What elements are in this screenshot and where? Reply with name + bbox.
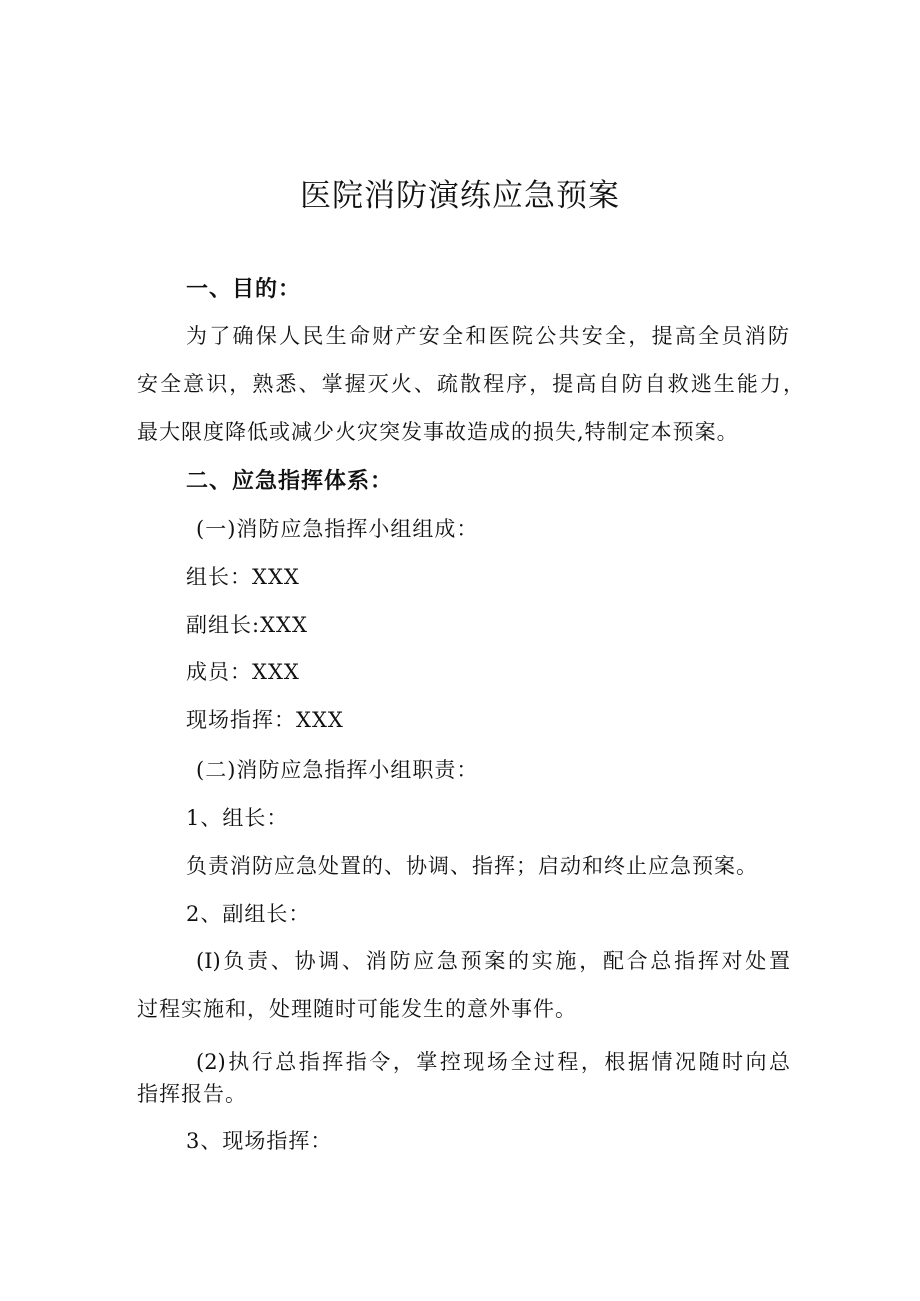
member-line-members: 成员：XXX [186, 660, 300, 684]
member-line-deputy: 副组长:XXX [186, 613, 308, 637]
section-heading-purpose: 一、目的： [186, 277, 302, 302]
duty-item-title-site-commander: 3、现场指挥： [186, 1129, 333, 1153]
duty-item-title-deputy: 2、副组长： [186, 902, 311, 926]
purpose-paragraph-line: 安全意识，熟悉、掌握灭火、疏散程序，提高自防自救逃生能力， [137, 372, 804, 396]
section-heading-command-system: 二、应急指挥体系： [186, 469, 394, 494]
duty-item-title-leader: 1、组长： [186, 806, 289, 830]
deputy-duty-paragraph-line: 过程实施和，处理随时可能发生的意外事件。 [137, 997, 577, 1021]
deputy-duty-paragraph-line: (I)负责、协调、消防应急预案的实施，配合总指挥对处置 [196, 949, 790, 973]
deputy-duty-paragraph-line: 指挥报告。 [137, 1082, 247, 1106]
document-title: 医院消防演练应急预案 [300, 178, 620, 214]
member-line-site-commander: 现场指挥：XXX [186, 708, 344, 732]
duty-item-text-leader: 负责消防应急处置的、协调、指挥；启动和终止应急预案。 [186, 854, 758, 878]
deputy-duty-paragraph-line: (2)执行总指挥指令，掌控现场全过程，根据情况随时向总 [196, 1050, 790, 1074]
purpose-paragraph-line: 为了确保人民生命财产安全和医院公共安全，提高全员消防 [186, 324, 789, 348]
purpose-paragraph-line: 最大限度降低或减少火灾突发事故造成的损失,特制定本预案。 [137, 420, 739, 444]
subsection-title-duties: (二)消防应急指挥小组职责： [196, 758, 479, 782]
subsection-title-composition: (一)消防应急指挥小组组成： [196, 517, 479, 541]
member-line-leader: 组长：XXX [186, 565, 300, 589]
